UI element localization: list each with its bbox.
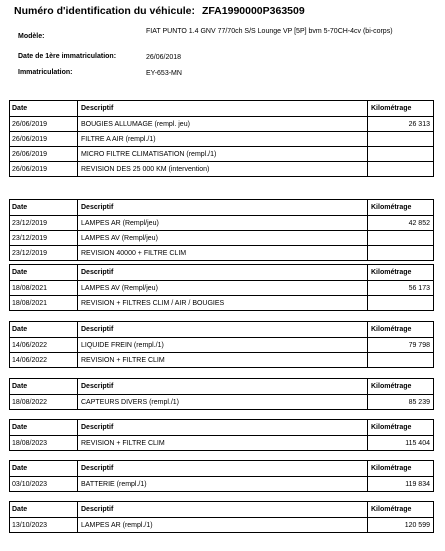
cell-descriptif: CAPTEURS DIVERS (rempl./1)	[78, 395, 368, 409]
cell-descriptif: LAMPES AV (Rempl/jeu)	[78, 231, 368, 245]
table-header-row	[10, 322, 433, 337]
cell-descriptif: LAMPES AV (Rempl/jeu)	[78, 281, 368, 295]
table-row	[10, 352, 433, 367]
cell-descriptif: LAMPES AR (rempl./1)	[78, 518, 368, 532]
cell-date: 13/10/2023	[10, 518, 78, 532]
header-date: Date	[10, 265, 78, 280]
header-kilometrage: Kilométrage	[371, 383, 412, 390]
cell-descriptif: REVISION DES 25 000 KM (intervention)	[78, 162, 368, 176]
table-row	[10, 215, 433, 230]
cell-kilometrage: 42 852	[408, 219, 430, 227]
header-descriptif: Descriptif	[78, 420, 368, 435]
plate-label: Immatriculation:	[18, 69, 73, 76]
table-header-row	[10, 379, 433, 394]
cell-date: 23/12/2019	[10, 231, 78, 245]
cell-descriptif: BOUGIES ALLUMAGE (rempl. jeu)	[78, 117, 368, 131]
cell-date: 18/08/2022	[10, 395, 78, 409]
cell-kilometrage: 26 313	[408, 120, 430, 128]
cell-date: 14/06/2022	[10, 353, 78, 367]
cell-date: 18/08/2023	[10, 436, 78, 450]
table-row	[10, 280, 433, 295]
cell-kilometrage: 119 834	[405, 480, 430, 488]
cell-kilometrage: 120 599	[404, 521, 430, 529]
maintenance-table	[9, 321, 434, 368]
plate-value: EY-653-MN	[146, 70, 182, 77]
cell-descriptif: REVISION + FILTRES CLIM / AIR / BOUGIES	[78, 296, 368, 310]
cell-descriptif: REVISION + FILTRE CLIM	[78, 353, 368, 367]
header-date: Date	[10, 200, 78, 215]
table-header-row	[10, 420, 433, 435]
cell-kilometrage	[368, 231, 433, 245]
table-header-row	[10, 461, 433, 476]
model-label: Modèle:	[18, 33, 45, 40]
header-descriptif: Descriptif	[78, 461, 368, 476]
header-descriptif: Descriptif	[78, 200, 368, 215]
header-date: Date	[10, 322, 78, 337]
cell-descriptif: BATTERIE (rempl./1)	[78, 477, 368, 491]
maintenance-table	[9, 378, 434, 410]
cell-kilometrage: 115 404	[405, 439, 430, 447]
table-header-row	[10, 502, 433, 517]
table-row	[10, 394, 433, 409]
vin-value: ZFA1990000P363509	[201, 5, 305, 17]
cell-descriptif: FILTRE A AIR (rempl./1)	[78, 132, 368, 146]
table-header-row	[10, 265, 433, 280]
table-row	[10, 337, 433, 352]
header-descriptif: Descriptif	[78, 502, 368, 517]
header-descriptif: Descriptif	[78, 379, 368, 394]
table-row	[10, 230, 433, 245]
cell-descriptif: REVISION + FILTRE CLIM	[78, 436, 368, 450]
table-row	[10, 517, 433, 532]
cell-kilometrage: 56 173	[408, 284, 430, 292]
cell-descriptif: LAMPES AR (Rempl/jeu)	[78, 216, 368, 230]
cell-date: 23/12/2019	[10, 216, 78, 230]
cell-kilometrage	[368, 353, 433, 367]
table-row	[10, 435, 433, 450]
header-descriptif: Descriptif	[78, 322, 368, 337]
maintenance-table	[9, 100, 434, 177]
header-kilometrage: Kilométrage	[371, 269, 412, 276]
maintenance-table	[9, 501, 434, 533]
cell-kilometrage	[368, 296, 433, 310]
cell-kilometrage	[368, 162, 433, 176]
first-registration-label: Date de 1ère immatriculation:	[18, 53, 117, 60]
header-kilometrage: Kilométrage	[371, 326, 412, 333]
vin-heading	[14, 5, 305, 17]
header-kilometrage: Kilométrage	[371, 105, 412, 112]
maintenance-table	[9, 264, 434, 311]
cell-kilometrage: 79 798	[408, 341, 430, 349]
table-row	[10, 476, 433, 491]
cell-date: 26/06/2019	[10, 117, 78, 131]
cell-date: 26/06/2019	[10, 132, 78, 146]
header-date: Date	[10, 101, 78, 116]
cell-date: 18/08/2021	[10, 296, 78, 310]
model-value: FIAT PUNTO 1.4 GNV 77/70ch S/S Lounge VP [5P] bvm 5-70CH-4cv (bi-corps)	[146, 28, 393, 35]
first-registration-value: 26/06/2018	[146, 54, 182, 61]
header-kilometrage: Kilométrage	[371, 204, 412, 211]
header-descriptif: Descriptif	[78, 265, 368, 280]
cell-kilometrage	[368, 132, 433, 146]
table-header-row	[10, 101, 433, 116]
cell-kilometrage	[368, 246, 433, 260]
header-kilometrage: Kilométrage	[371, 424, 412, 431]
cell-date: 18/08/2021	[10, 281, 78, 295]
table-row	[10, 161, 433, 176]
header-date: Date	[10, 379, 78, 394]
cell-kilometrage	[368, 147, 433, 161]
table-row	[10, 116, 433, 131]
table-row	[10, 245, 433, 260]
maintenance-table	[9, 419, 434, 451]
cell-descriptif: MICRO FILTRE CLIMATISATION (rempl./1)	[78, 147, 368, 161]
header-date: Date	[10, 420, 78, 435]
cell-date: 26/06/2019	[10, 147, 78, 161]
vin-label: Numéro d'identification du véhicule:	[14, 5, 196, 17]
cell-date: 14/06/2022	[10, 338, 78, 352]
header-descriptif: Descriptif	[78, 101, 368, 116]
table-row	[10, 295, 433, 310]
cell-date: 23/12/2019	[10, 246, 78, 260]
header-date: Date	[10, 502, 78, 517]
table-header-row	[10, 200, 433, 215]
table-row	[10, 146, 433, 161]
maintenance-table	[9, 199, 434, 261]
cell-kilometrage: 85 239	[408, 398, 430, 406]
header-kilometrage: Kilométrage	[371, 506, 412, 513]
maintenance-table	[9, 460, 434, 492]
cell-descriptif: REVISION 40000 + FILTRE CLIM	[78, 246, 368, 260]
cell-descriptif: LIQUIDE FREIN (rempl./1)	[78, 338, 368, 352]
cell-date: 26/06/2019	[10, 162, 78, 176]
table-row	[10, 131, 433, 146]
header-date: Date	[10, 461, 78, 476]
cell-date: 03/10/2023	[10, 477, 78, 491]
header-kilometrage: Kilométrage	[371, 465, 412, 472]
